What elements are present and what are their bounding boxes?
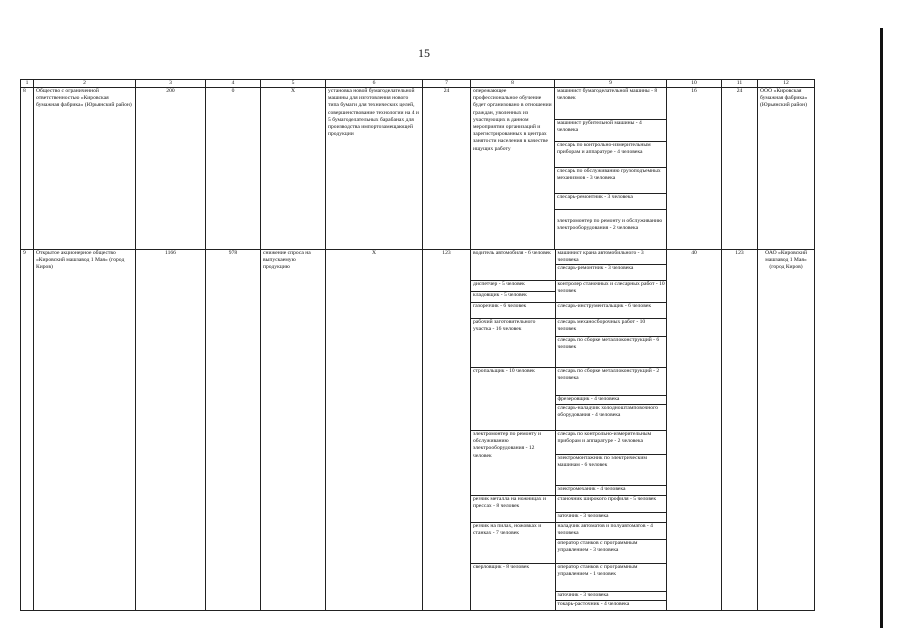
cell-col10: 40 [667, 250, 722, 611]
scan-edge-bar [880, 28, 883, 628]
cell-col5: снижение спроса на выпускаемую продукцию [261, 250, 326, 611]
profession-item: слесарь-инструментальщик - 6 человек [555, 303, 667, 319]
cell-col3: 200 [136, 88, 206, 250]
row-number: 9 [21, 250, 34, 611]
profession-item: оператор станков с программным управлением - 3 человека [557, 540, 638, 554]
group-retrain-to [555, 564, 667, 611]
profession-item: слесарь-ремонтник - 3 человека [557, 265, 634, 271]
cell-col4: 978 [206, 250, 261, 611]
header-cell: 2 [34, 80, 136, 88]
header-cell: 11 [722, 80, 758, 88]
cell-col11: 24 [722, 88, 758, 250]
program-table [20, 79, 815, 611]
profession-item: слесарь по контрольно-измерительным приборам и аппаратуре - 4 человека [555, 142, 666, 168]
header-cell: 1 [21, 80, 34, 88]
profession-item: электромеханик - 4 человека [557, 486, 626, 492]
header-cell: 8 [471, 80, 555, 88]
profession-item: машинист рубительной машины - 4 человека [555, 120, 666, 142]
profession-groups [471, 250, 667, 611]
profession-item: оператор станков с программным управлением - 1 человек [556, 564, 667, 592]
profession-item: электромонтажник по электрическим машинам - 6 человек [556, 455, 667, 486]
profession-item: заточник - 3 человека [557, 513, 609, 519]
profession-item: слесарь по обслуживанию грузоподъемных механизмов - 3 человека [555, 168, 666, 194]
header-cell: 9 [555, 80, 667, 88]
table-row [21, 88, 815, 250]
group-retrain-from: диспетчер - 5 человек [471, 281, 555, 292]
group-retrain-to [555, 368, 667, 431]
table-row [21, 250, 815, 611]
cell-col9 [555, 88, 667, 250]
group-retrain-from: резчик металла на ножницах и прессах - 8 человек [471, 496, 555, 523]
cell-col3: 1166 [136, 250, 206, 611]
group-retrain-from: сверловщик - 8 человек [471, 564, 555, 611]
profession-item: станочник широкого профиля - 5 человек [556, 496, 667, 513]
profession-item: машинист крана автомобильного - 3 человека [556, 250, 667, 265]
cell-col6: установка новой бумагоделательной машины для изготовления нового типа бумаги для технических целей, совершенствование технологии на 4 и 5 бумагоделательных барабанах для производства импортозамещающей продукции [326, 88, 423, 250]
header-cell: 7 [423, 80, 471, 88]
group-retrain-from: кладовщик - 5 человек [471, 292, 555, 303]
cell-col4: 0 [206, 88, 261, 250]
profession-item: слесарь-наладчик холодноштамповочного оборудования - 4 человека [557, 405, 659, 419]
group-retrain-from: газорезчик - 6 человек [471, 303, 555, 319]
profession-item: фрезеровщик - 4 человека [556, 396, 667, 405]
profession-item: наладчик автоматов и полуавтоматов - 4 человека [556, 523, 667, 540]
cell-col7: 123 [423, 250, 471, 611]
cell-col6: X [326, 250, 423, 611]
header-cell: 4 [206, 80, 261, 88]
profession-item: слесарь по сборке металлоконструкций - 2 человека [556, 368, 667, 396]
header-row [21, 80, 815, 88]
profession-item: электромонтер по ремонту и обслуживанию электрооборудования - 2 человека [557, 218, 663, 232]
group-retrain-to [555, 523, 667, 564]
profession-item: слесарь-ремонтник - 3 человека [555, 194, 666, 210]
profession-item: токарь-расточник - 4 человека [557, 601, 630, 607]
profession-item: заточник - 3 человека [556, 592, 667, 601]
profession-item: слесарь по сборке металлоконструкций - 6 человек [557, 337, 660, 351]
group-retrain-to [555, 431, 667, 496]
group-retrain-to [555, 319, 667, 368]
group-retrain-to [555, 250, 667, 281]
organization-name: Открытое акционерное общество «Кировский машзавод 1 Мая» (город Киров) [34, 250, 136, 611]
group-retrain-from: водитель автомобиля - 6 человек [471, 250, 555, 281]
group-retrain-from: резчик на пилах, ножовках и станках - 7 человек [471, 523, 555, 564]
header-cell: 6 [326, 80, 423, 88]
cell-col12: ОАО «Кировский машзавод 1 Мая» (город Киров) [758, 250, 815, 611]
cell-col8: опережающее профессиональное обучение будет организовано в отношении граждан, уволенных из участвующих в данном мероприятии организаций и зарегистрированных в центрах занятости населения в качестве ищущих работу [471, 88, 555, 250]
group-retrain-from: электромонтер по ремонту и обслуживанию электрооборудования - 12 человек [471, 431, 555, 496]
row-number: 8 [21, 88, 34, 250]
group-retrain-from: стропальщик - 10 человек [471, 368, 555, 431]
cell-col12: ООО «Кировская бумажная фабрика» (Юрьянский район) [758, 88, 815, 250]
header-cell: 3 [136, 80, 206, 88]
cell-col7: 24 [423, 88, 471, 250]
cell-col5: X [261, 88, 326, 250]
cell-col11: 123 [722, 250, 758, 611]
header-cell: 10 [667, 80, 722, 88]
page-number: 15 [418, 46, 430, 60]
profession-item: машинист бумагоделательной машины - 8 человек [555, 88, 666, 120]
header-cell: 12 [758, 80, 815, 88]
cell-col10: 16 [667, 88, 722, 250]
organization-name: Общество с ограниченной ответственностью «Кировская бумажная фабрика» (Юрьянский район) [34, 88, 136, 250]
group-retrain-to [555, 496, 667, 523]
header-cell: 5 [261, 80, 326, 88]
profession-item: контролер станочных и слесарных работ - 10 человек [555, 281, 667, 303]
profession-item: слесарь по контрольно-измерительным приборам и аппаратуре - 2 человека [556, 431, 667, 455]
group-retrain-from: рабочий заготовительного участка - 16 человек [471, 319, 555, 368]
profession-item: слесарь механосборочных работ - 10 человек [556, 319, 667, 337]
